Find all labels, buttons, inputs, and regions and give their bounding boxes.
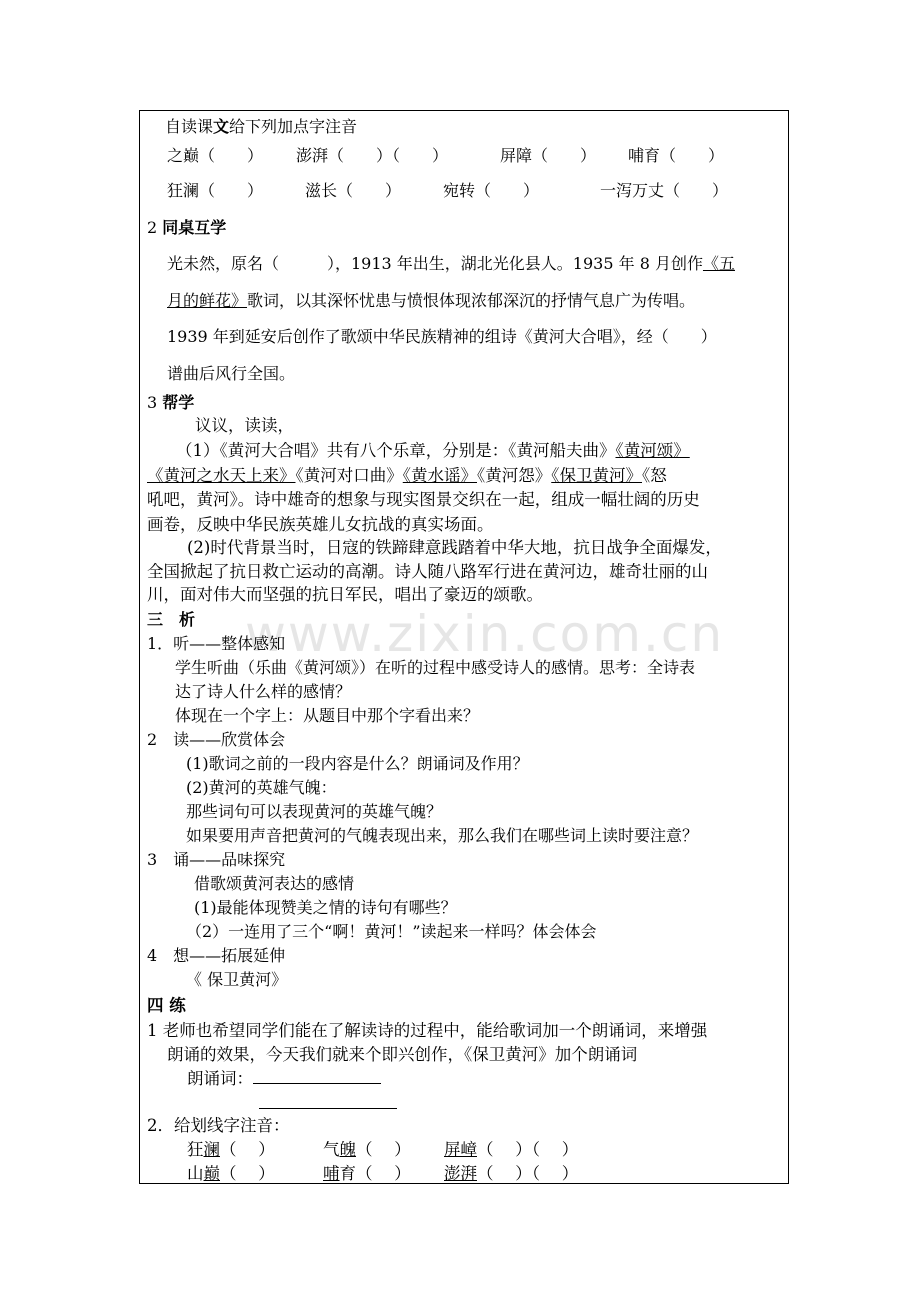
list-item-title: 3 诵——品味探究: [147, 850, 286, 869]
pinyin-item: 一泻万丈（ ）: [600, 181, 729, 200]
pinyin-item: [323, 1164, 411, 1184]
heading-bold: 文: [213, 117, 230, 136]
text: 育（ ）: [339, 1164, 411, 1183]
underlined-char: 澎湃: [444, 1164, 477, 1183]
underlined-char: 澜: [203, 1140, 220, 1159]
paragraph-line: 吼吧，黄河》。诗中雄奇的想象与现实图景交织在一起，组成一幅壮阔的历史: [147, 490, 700, 509]
pinyin-item: 屏障（ ）: [500, 146, 597, 165]
pinyin-item: 之巅（ ）: [167, 146, 264, 165]
paragraph-line: 如果要用声音把黄河的气魄表现出来，那么我们在哪些词上读时要注意？: [186, 826, 699, 845]
underlined-text: 《黄河之水天上来》: [147, 466, 296, 485]
underlined-text: 《黄河颂》: [615, 441, 690, 460]
paragraph-line: （2）一连用了三个“啊！黄河！”读起来一样吗？体会体会: [186, 922, 597, 941]
paragraph-line: 谱曲后风行全国。: [167, 364, 296, 383]
text: （ ）（ ）: [477, 1140, 579, 1159]
paragraph-line: 《 保卫黄河》: [186, 970, 288, 989]
underlined-text: 《五: [702, 254, 735, 273]
text: 歌词，以其深怀忧患与愤恨体现浓郁深沉的抒情气息广为传唱。: [247, 291, 696, 310]
underlined-char: 哺: [323, 1164, 340, 1183]
pinyin-item: 宛转（ ）: [443, 181, 540, 200]
paragraph-line: [147, 466, 667, 486]
text: 气: [323, 1140, 340, 1159]
text: （ ）: [220, 1164, 275, 1183]
section3-heading: [147, 393, 194, 413]
pinyin-item: 澎湃（ ）（ ）: [296, 146, 449, 165]
paragraph-line: 画卷，反映中华民族英雄儿女抗战的真实场面。: [147, 515, 494, 534]
recite-line: [187, 1069, 381, 1089]
section-number: 2: [147, 218, 158, 237]
underlined-char: 魄: [339, 1140, 356, 1159]
paragraph-line: (2)时代背景当时，日寇的铁蹄肆意践踏着中华大地，抗日战争全面爆发，: [187, 538, 722, 557]
underlined-text: 月的鲜花》: [167, 291, 248, 310]
underlined-char: 屏嶂: [444, 1140, 477, 1159]
recite-blank-2[interactable]: [259, 1094, 397, 1109]
list-item-title: 4 想——拓展延伸: [147, 946, 286, 965]
heading-pre: 自读课: [165, 117, 214, 136]
recite-label: 朗诵词：: [187, 1069, 253, 1088]
paragraph-line: (2)黄河的英雄气魄：: [186, 778, 337, 797]
underlined-char: 巅: [203, 1164, 220, 1183]
paragraph-line: 全国掀起了抗日救亡运动的高潮。诗人随八路军行进在黄河边，雄奇壮丽的山: [147, 562, 708, 581]
paragraph-line: [167, 291, 695, 311]
text: 《怒: [642, 466, 667, 485]
text: 狂: [187, 1140, 204, 1159]
pinyin-item: [187, 1164, 275, 1184]
text: 《黄河对口曲》: [295, 466, 403, 485]
paragraph-line: (1)最能体现赞美之情的诗句有哪些？: [194, 898, 457, 917]
section-analyze-heading: 三 析: [147, 610, 196, 629]
pinyin-item: [444, 1164, 578, 1184]
recite-blank-1[interactable]: [253, 1069, 381, 1084]
paragraph-line: 朗诵的效果，今天我们就来个即兴创作，《保卫黄河》加个朗诵词: [167, 1045, 638, 1064]
list-item-title: 2 读——欣赏体会: [147, 730, 286, 749]
pinyin-item: [187, 1140, 275, 1160]
watermark: www.zixin.com.cn: [245, 605, 725, 663]
paragraph-line: 1 老师也希望同学们能在了解读诗的过程中，能给歌词加一个朗诵词，来增强: [147, 1021, 708, 1040]
section-number: 3: [147, 393, 158, 412]
section2-heading: [147, 218, 226, 238]
paragraph-line: 学生听曲（乐曲《黄河颂》）在听的过程中感受诗人的感情。思考：全诗表: [175, 658, 696, 677]
heading-post: 给下列加点字注音: [229, 117, 358, 136]
paragraph-line: 那些词句可以表现黄河的英雄气魄？: [186, 802, 443, 821]
paragraph-line: [176, 441, 690, 461]
section-practice-heading: 四 练: [147, 996, 186, 1015]
text: 山: [187, 1164, 204, 1183]
pinyin-item: 哺育（ ）: [628, 146, 725, 165]
paragraph-line: 1939 年到延安后创作了歌颂中华民族精神的组诗《黄河大合唱》，经（ ）: [167, 327, 717, 346]
list-item-title: 2．给划线字注音：: [147, 1116, 290, 1135]
paragraph-line: 议议，读读，: [195, 416, 294, 435]
section-title: 同桌互学: [162, 218, 227, 237]
underlined-text: 《保卫黄河》: [551, 466, 642, 485]
paragraph-line: 达了诗人什么样的感情？: [175, 682, 352, 701]
paragraph-line: 体现在一个字上：从题目中那个字看出来？: [175, 706, 480, 725]
text: （ ）: [356, 1140, 411, 1159]
underlined-text: 《黄水谣》: [402, 466, 477, 485]
section-title: 帮学: [162, 393, 195, 412]
pinyin-item: [323, 1140, 411, 1160]
text: （ ）: [220, 1140, 275, 1159]
paragraph-line: [167, 254, 735, 274]
text: （ ）（ ）: [477, 1164, 579, 1183]
pinyin-item: 滋长（ ）: [305, 181, 402, 200]
section1-heading: [165, 117, 357, 137]
text: 光未然，原名（ ），1913 年出生，湖北光化县人。1935 年 8 月创作: [167, 254, 703, 273]
pinyin-item: [444, 1140, 578, 1160]
text: 《黄河怨》: [477, 466, 552, 485]
paragraph-line: 川，面对伟大而坚强的抗日军民，唱出了豪迈的颂歌。: [147, 585, 543, 604]
list-item-title: 1．听——整体感知: [147, 634, 286, 653]
text: （1）《黄河大合唱》共有八个乐章，分别是：《黄河船夫曲》: [176, 441, 616, 460]
paragraph-line: 借歌颂黄河表达的感情: [194, 874, 355, 893]
paragraph-line: (1)歌词之前的一段内容是什么？朗诵词及作用？: [186, 754, 529, 773]
pinyin-item: 狂澜（ ）: [167, 181, 264, 200]
